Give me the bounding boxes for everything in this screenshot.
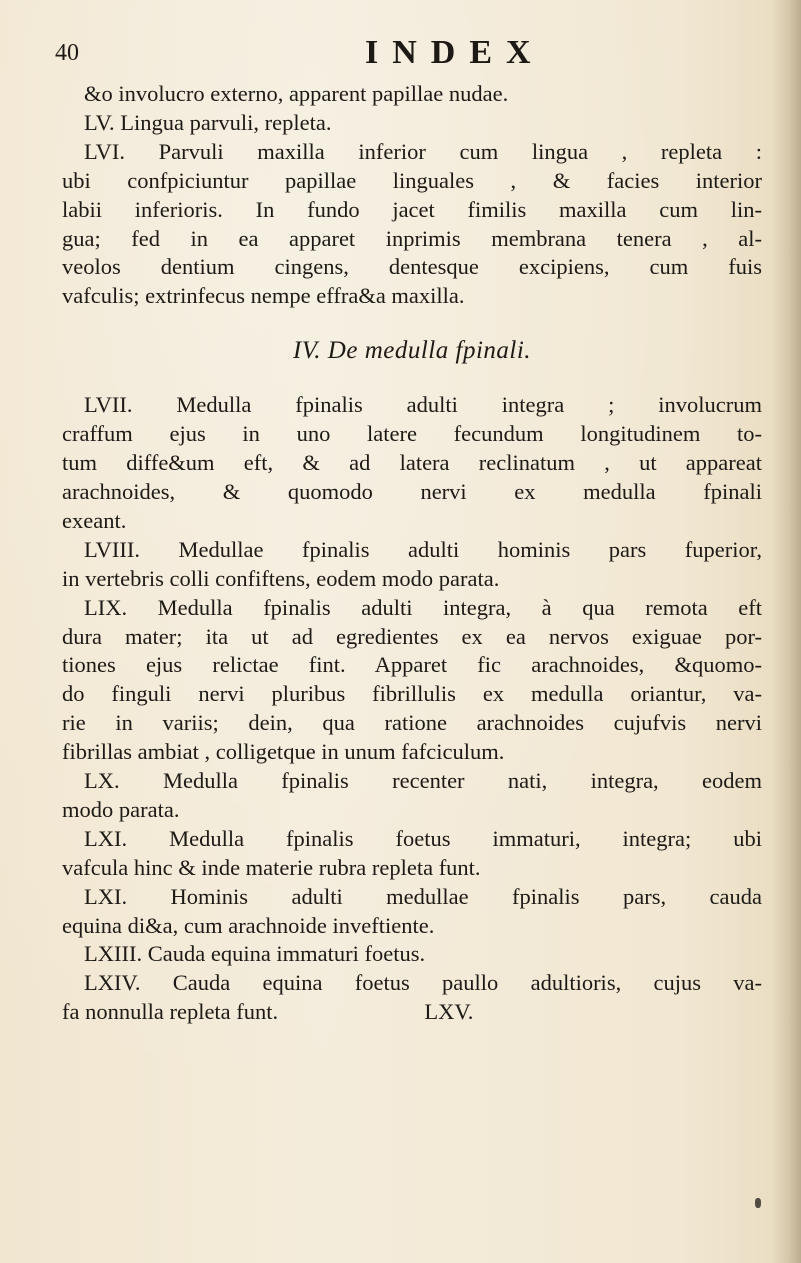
text-line: equina di&a, cum arachnoide inveftiente. [62,912,435,938]
text-line: dura mater; ita ut ad egredientes ex ea nervos exiguae por- [62,623,762,649]
ink-speck [755,1198,761,1208]
text-line: exeant. [62,507,127,533]
text-line: arachnoides, & quomodo nervi ex medulla fpinali [62,478,762,504]
entry-lxiii: LXIII. Cauda equina immaturi foetus. [84,941,426,967]
page-header [55,34,755,74]
text-line-catchword: fa nonnulla repleta funt. LXV. [62,999,474,1025]
text-line: ubi confpiciuntur papillae linguales , & facies interior [62,167,762,193]
text-line: &o involucro externo, apparent papillae nudae. [84,81,509,106]
entry-lix: LIX. Medulla fpinalis adulti integra, à qua remota eft [84,594,762,620]
section-heading: IV. De medulla fpinali. [292,337,532,365]
index-text [62,80,762,1027]
entry-lvii: LVII. Medulla fpinalis adulti integra ; involucrum [84,392,762,418]
entry-lxiv: LXIV. Cauda equina foetus paullo adultioris, cujus va- [84,970,762,996]
entry-lviii: LVIII. Medullae fpinalis adulti hominis pars fuperior, [84,536,762,562]
running-title: INDEX [365,34,545,71]
text-line: tum diffe&um eft, & ad latera reclinatum , ut appareat [62,450,762,476]
text-line: vafcula hinc & inde materie rubra repleta funt. [62,854,481,880]
page-edge-shadow [771,0,801,1263]
entry-lv: LV. Lingua parvuli, repleta. [84,109,332,135]
text-line: do finguli nervi pluribus fibrillulis ex medulla oriantur, va- [62,681,762,707]
entry-lvi: LVI. Parvuli maxilla inferior cum lingua , repleta : [84,138,762,164]
text-line: tiones ejus relictae fint. Apparet fic arachnoides, &quomo- [62,652,762,678]
page-number: 40 [55,40,79,66]
entry-lxi: LXI. Medulla fpinalis foetus immaturi, integra; ubi [84,825,762,851]
entry-lx: LX. Medulla fpinalis recenter nati, integra, eodem [84,768,762,794]
text-line: rie in variis; dein, qua ratione arachnoides cujufvis nervi [62,710,762,736]
text-line: labii inferioris. In fundo jacet fimilis maxilla cum lin- [62,196,762,222]
entry-lxii: LXI. Hominis adulti medullae fpinalis pars, cauda [84,883,762,909]
text-line: fibrillas ambiat , colligetque in unum fafciculum. [62,739,505,765]
text-line: gua; fed in ea apparet inprimis membrana tenera , al- [62,225,762,251]
text-line: veolos dentium cingens, dentesque excipiens, cum fuis [62,254,762,280]
text-line: vafculis; extrinfecus nempe effra&a maxilla. [62,283,465,309]
text-line: craffum ejus in uno latere fecundum longitudinem to- [62,421,762,447]
text-line: in vertebris colli confiftens, eodem modo parata. [62,565,500,591]
text-line: modo parata. [62,796,180,822]
